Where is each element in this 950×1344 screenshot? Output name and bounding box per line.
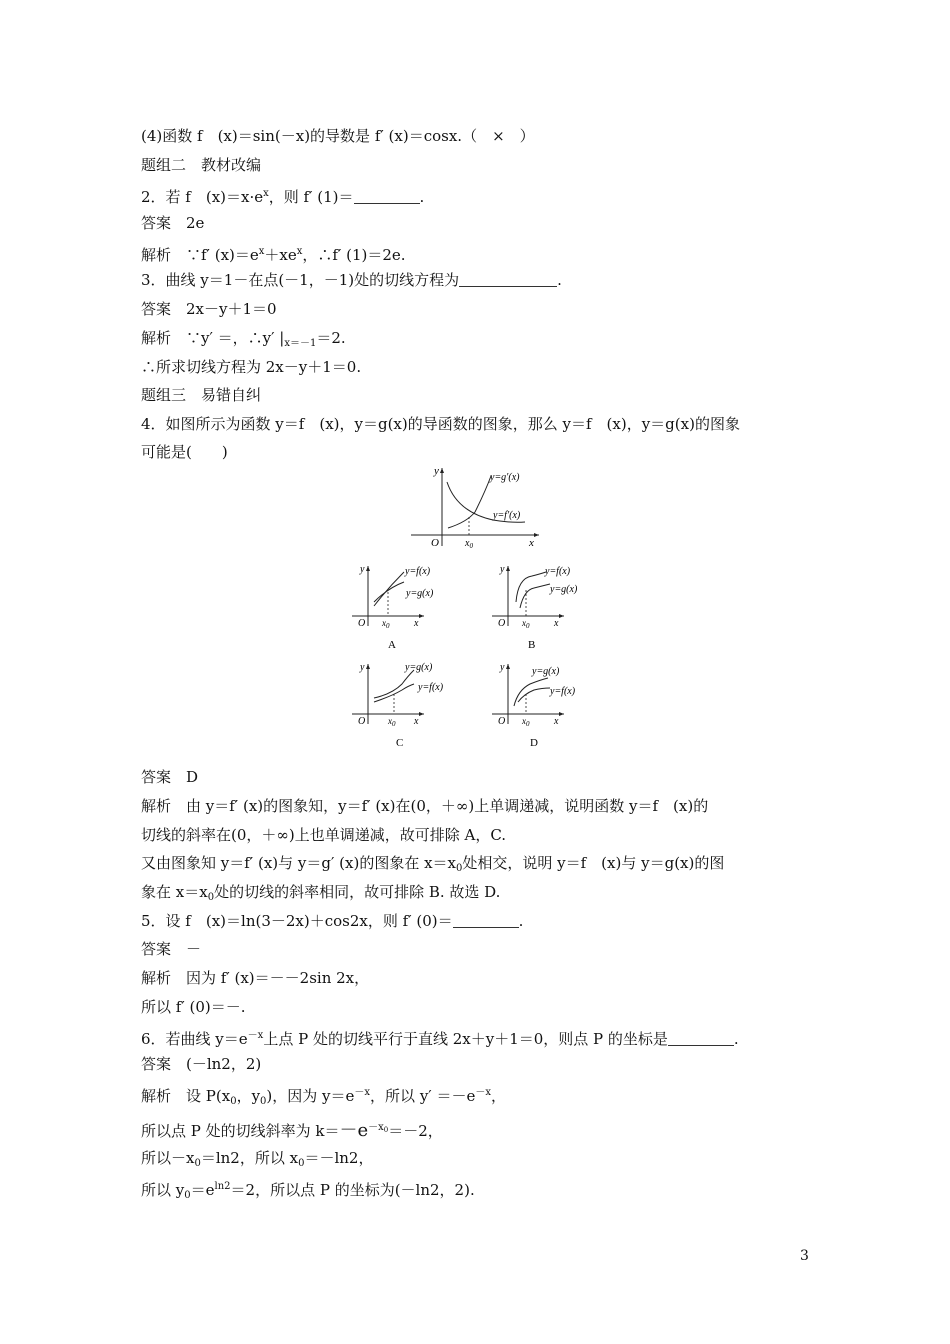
text: 解析 因为 f′ (x)＝－－2sin 2x， [141, 969, 370, 987]
g-curve [514, 678, 548, 706]
option-letter: D [530, 737, 538, 749]
text: 可能是( ) [141, 443, 228, 461]
q4-solution-2 [141, 825, 506, 845]
option-letter: B [528, 639, 536, 651]
q2-solution [141, 242, 406, 265]
option-letter: C [396, 737, 404, 749]
text: 处的切线的斜率相同，故可排除 B. 故选 D. [214, 883, 501, 901]
text: 题组三 易错自纠 [141, 386, 262, 404]
x-axis-arrow [559, 712, 564, 716]
x0-label: $x_0$ [522, 618, 530, 630]
superscript: x [263, 188, 269, 199]
q3-conclusion [141, 357, 361, 377]
text: 象在 x＝x [141, 883, 208, 901]
option-a-graph [348, 560, 458, 655]
text: . [733, 1030, 739, 1048]
text: ，所以 y′ ＝－e [370, 1087, 476, 1105]
q6-solution-2 [141, 1118, 443, 1141]
text: 题组二 教材改编 [141, 156, 262, 174]
text: 解析 ∵f′ (x)＝e [141, 246, 259, 264]
sub-subscript: 0 [383, 1126, 389, 1134]
q5-solution-2 [141, 997, 246, 1017]
text: )，因为 y＝e [266, 1087, 355, 1105]
f-curve [374, 572, 404, 606]
answer-blank [668, 1031, 734, 1046]
big-exp-base: －e [339, 1120, 369, 1141]
subscript: 0 [456, 863, 463, 874]
q3-answer [141, 299, 277, 319]
x-label: x [554, 716, 559, 727]
text: ∴所求切线方程为 2x－y＋1＝0. [141, 358, 362, 376]
q6-answer [141, 1054, 261, 1074]
subscript: 0 [207, 892, 215, 903]
g-curve [520, 584, 550, 608]
f-curve [518, 688, 550, 702]
q4-solution-4 [141, 882, 500, 908]
text: 答案 D [141, 768, 199, 786]
text: 答案 － [141, 940, 202, 958]
text: 所以 f′ (0)＝－. [141, 998, 246, 1016]
origin-label: O [358, 716, 366, 727]
x-label: x [414, 716, 419, 727]
text: ， [490, 1087, 506, 1105]
text: ＝e [190, 1181, 215, 1199]
q3-solution [141, 328, 346, 354]
superscript: x [258, 246, 265, 257]
y-label: y [360, 564, 365, 575]
q4-answer [141, 767, 198, 787]
option-c-graph [348, 658, 458, 753]
text: ＝－ln2， [304, 1149, 374, 1167]
bottom-curve-label: y=g(x) [406, 588, 434, 599]
text: 解析 由 y＝f′ (x)的图象知，y＝f′ (x)在(0，＋∞)上单调递减，说明函数 y＝f (x)的 [141, 797, 709, 815]
answer-blank [354, 189, 420, 204]
top-curve-label: y=g(x) [532, 666, 560, 677]
q6-solution-1 [141, 1083, 506, 1112]
text: ＝－2， [388, 1122, 443, 1140]
x-axis-arrow [419, 614, 424, 618]
text: ，则 f′ (1)＝ [268, 188, 354, 206]
text: 答案 (－ln2，2) [141, 1055, 262, 1073]
q4-line-2 [141, 442, 228, 462]
y-label: y [434, 465, 439, 477]
q4-solution-1 [141, 796, 708, 816]
x-axis-arrow [419, 712, 424, 716]
bottom-curve-label: y=f(x) [418, 682, 444, 693]
text: 上点 P 处的切线平行于直线 2x＋y＋1＝0，则点 P 的坐标是 [263, 1030, 668, 1048]
subscript: 0 [260, 1096, 267, 1107]
q4-line-1 [141, 414, 740, 434]
text: ＝ln2，所以 x [200, 1149, 299, 1167]
g-prime-curve [448, 476, 491, 528]
y-label: y [360, 662, 365, 673]
q2-line [141, 184, 424, 207]
superscript: －x [368, 1122, 384, 1133]
q6-line [141, 1026, 739, 1049]
x0-label: $x_0$ [465, 538, 473, 550]
text: ＋xe [264, 246, 297, 264]
top-curve-label: y=g(x) [405, 662, 433, 673]
text: 切线的斜率在(0，＋∞)上也单调递减，故可排除 A，C. [141, 826, 507, 844]
x-axis-arrow [559, 614, 564, 618]
y-axis-arrow [440, 468, 444, 473]
text: 解析 设 P(x [141, 1087, 231, 1105]
bottom-curve-label: y=f(x) [550, 686, 576, 697]
subscript: 0 [194, 1158, 201, 1169]
y-axis-arrow [366, 664, 370, 669]
y-label: y [500, 662, 505, 673]
q5-line [141, 911, 523, 931]
x0-label: $x_0$ [382, 618, 390, 630]
x0-label: $x_0$ [388, 716, 396, 728]
option-letter: A [388, 639, 396, 651]
text: 2．若 f (x)＝x·e [141, 188, 264, 206]
superscript: ln2 [214, 1181, 231, 1192]
origin-label: O [498, 716, 506, 727]
top-curve-label: y=f(x) [405, 566, 431, 577]
q5-solution-1 [141, 968, 369, 988]
text: 所以点 P 处的切线斜率为 k＝ [141, 1122, 340, 1140]
superscript: x [296, 246, 303, 257]
subscript: x＝－1 [284, 338, 317, 349]
f-prime-label: y=f′(x) [493, 510, 521, 521]
text: ＝2. [316, 329, 346, 347]
subscript: 0 [230, 1096, 237, 1107]
q5-answer [141, 939, 201, 959]
x-axis-arrow [534, 533, 539, 537]
text: ，∴f′ (1)＝2e. [302, 246, 406, 264]
text: 又由图象知 y＝f′ (x)与 y＝g′ (x)的图象在 x＝x [141, 854, 457, 872]
main-derivative-graph [405, 462, 545, 552]
page-number: 3 [800, 1248, 809, 1264]
subscript: 0 [184, 1190, 191, 1201]
y-axis-arrow [506, 664, 510, 669]
text: (4)函数 f (x)＝sin(－x)的导数是 f′ (x)＝cosx.（ × ） [141, 127, 535, 145]
answer-blank [459, 272, 557, 287]
f-curve [516, 572, 546, 602]
section-heading-2 [141, 155, 261, 175]
text: . [419, 188, 425, 206]
text: . [557, 271, 562, 289]
origin-label: O [498, 618, 506, 629]
text: ＝2，所以点 P 的坐标为(－ln2，2). [230, 1181, 475, 1199]
superscript: －x [354, 1087, 371, 1098]
q3-line [141, 270, 562, 290]
option-b-graph [488, 560, 598, 655]
g-prime-label: y=g′(x) [490, 472, 520, 483]
q2-answer [141, 213, 204, 233]
item-4-line [141, 126, 535, 146]
x-label: x [414, 618, 419, 629]
q4-solution-3 [141, 853, 724, 879]
x-label: x [529, 537, 534, 549]
text: . [518, 912, 524, 930]
section-heading-3 [141, 385, 261, 405]
superscript: －x [247, 1030, 264, 1041]
text: 3．曲线 y＝1－在点(－1，－1)处的切线方程为 [141, 271, 460, 289]
g-curve [374, 582, 404, 602]
y-label: y [500, 564, 505, 575]
text: 5．设 f (x)＝ln(3－2x)＋cos2x，则 f′ (0)＝ [141, 912, 453, 930]
x-label: x [554, 618, 559, 629]
text: 答案 2x－y＋1＝0 [141, 300, 277, 318]
text: 所以 y [141, 1181, 185, 1199]
superscript: －x [475, 1087, 491, 1098]
q6-solution-4 [141, 1177, 475, 1206]
origin-label: O [358, 618, 366, 629]
answer-blank [453, 913, 519, 928]
bottom-curve-label: y=g(x) [550, 584, 578, 595]
y-axis-arrow [506, 566, 510, 571]
y-axis-arrow [366, 566, 370, 571]
q6-solution-3 [141, 1148, 373, 1174]
subscript: 0 [298, 1158, 305, 1169]
origin-label: O [431, 537, 439, 549]
text: 答案 2e [141, 214, 205, 232]
text: ，y [236, 1087, 261, 1105]
text: 处相交，说明 y＝f (x)与 y＝g(x)的图 [462, 854, 725, 872]
top-curve-label: y=f(x) [545, 566, 571, 577]
x0-label: $x_0$ [522, 716, 530, 728]
option-d-graph [488, 658, 598, 753]
text: 解析 ∵y′ ＝，∴y′ | [141, 329, 285, 347]
text: 4．如图所示为函数 y＝f (x)，y＝g(x)的导函数的图象，那么 y＝f (x)，y＝g(x)的图象 [141, 415, 740, 433]
text: 所以－x [141, 1149, 195, 1167]
text: 6．若曲线 y＝e [141, 1030, 248, 1048]
